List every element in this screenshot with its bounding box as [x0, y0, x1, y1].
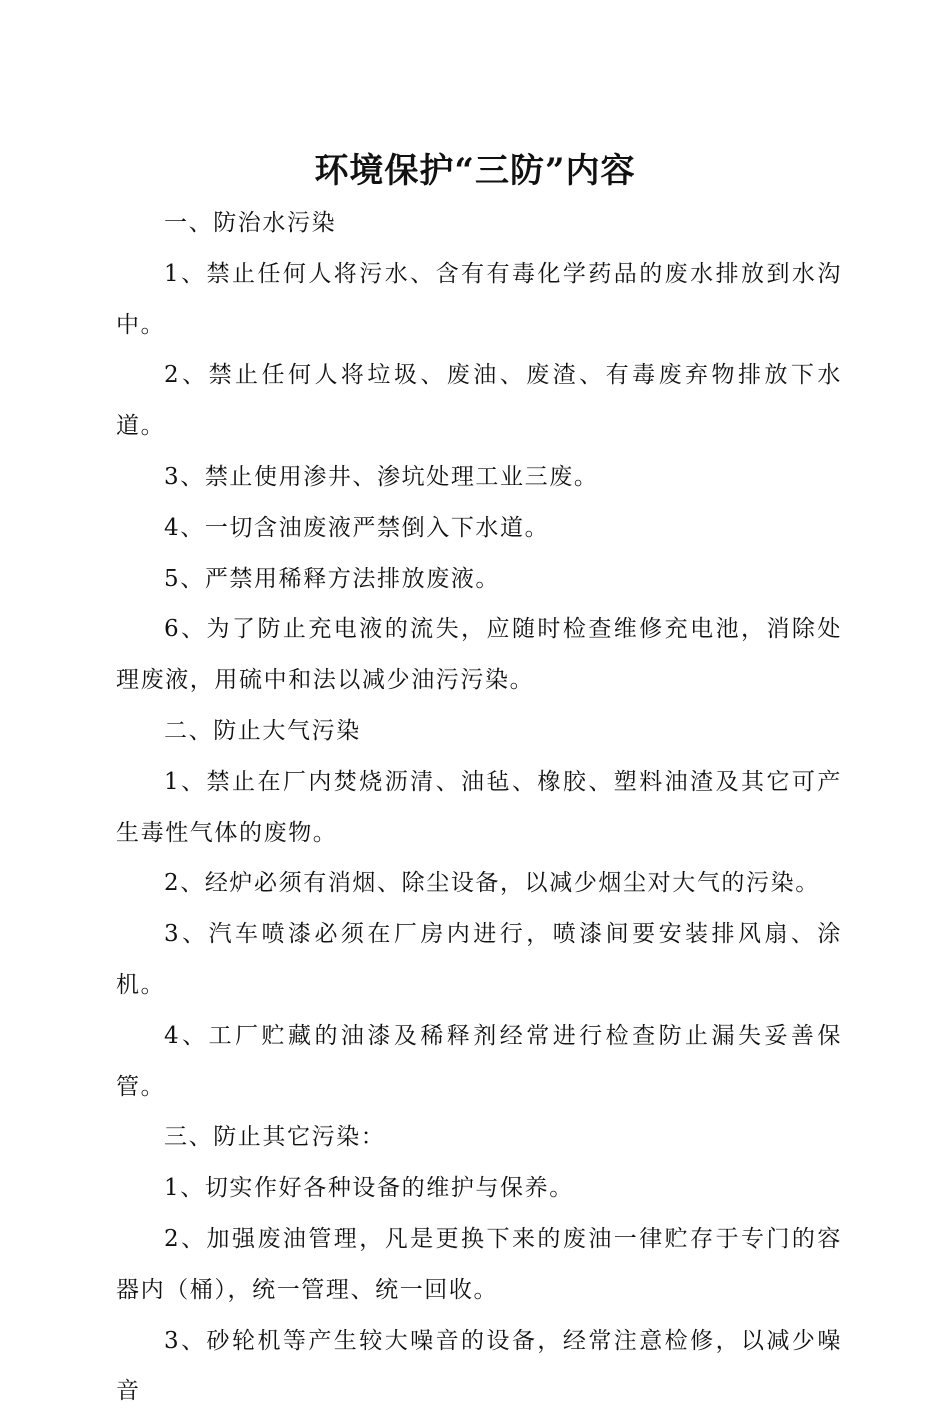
- paragraph: 4、工厂贮藏的油漆及稀释剂经常进行检查防止漏失妥善保管。: [116, 1022, 842, 1100]
- paragraph: 6、为了防止充电液的流失，应随时检查维修充电池，消除处理废液，用硫中和法以减少油污污染。: [116, 616, 842, 694]
- paragraph: 2、经炉必须有消烟、除尘设备，以减少烟尘对大气的污染。: [164, 870, 820, 897]
- paragraph: 1、切实作好各种设备的维护与保养。: [164, 1175, 574, 1202]
- paragraph: 1、禁止在厂内焚烧沥清、油毡、橡胶、塑料油渣及其它可产生毒性气体的废物。: [116, 768, 842, 846]
- paragraph: 5、严禁用稀释方法排放废液。: [164, 565, 501, 592]
- document-body: [116, 198, 842, 1417]
- document-title: 环境保护“三防”内容: [314, 151, 636, 191]
- paragraph: 2、禁止任何人将垃圾、废油、废渣、有毒废弃物排放下水道。: [116, 362, 842, 440]
- paragraph: 3、砂轮机等产生较大噪音的设备，经常注意检修，以减少噪音: [116, 1327, 842, 1405]
- section-heading-air: 二、防止大气污染: [164, 717, 361, 744]
- section-heading-water: 一、防治水污染: [164, 210, 337, 236]
- paragraph: 1、禁止任何人将污水、含有有毒化学药品的废水排放到水沟中。: [116, 260, 842, 338]
- paragraph: 2、加强废油管理，凡是更换下来的废油一律贮存于专门的容器内（桶），统一管理、统一回收。: [116, 1225, 842, 1303]
- paragraph: 3、禁止使用渗井、渗坑处理工业三废。: [164, 463, 599, 490]
- section-heading-other: 三、防止其它污染：: [164, 1124, 386, 1151]
- paragraph: 3、汽车喷漆必须在厂房内进行，喷漆间要安装排风扇、涂机。: [116, 921, 842, 998]
- paragraph: 4、一切含油废液严禁倒入下水道。: [164, 514, 550, 541]
